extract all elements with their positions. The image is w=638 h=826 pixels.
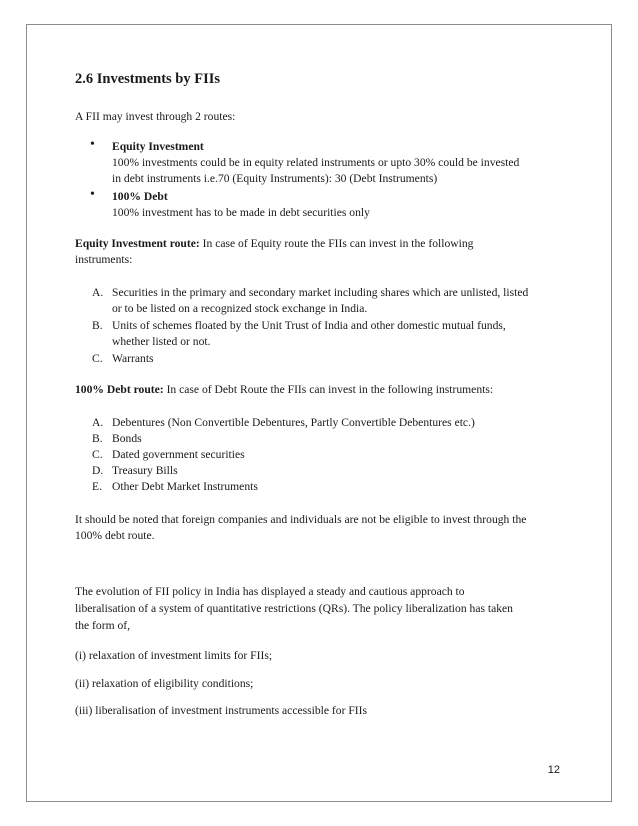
list-item: Units of schemes floated by the Unit Trust of India and other domestic mutual funds, [112, 319, 506, 332]
list-marker: C. [92, 352, 103, 365]
list-item: Securities in the primary and secondary market including shares which are unlisted, listed [112, 286, 529, 299]
debt-route-paragraph [75, 382, 493, 398]
equity-route-text: In case of Equity route the FIIs can invest in the following [199, 237, 474, 250]
list-item: Dated government securities [112, 448, 245, 461]
route-1-title: Equity Investment [112, 140, 204, 153]
evolution-text: The evolution of FII policy in India has displayed a steady and cautious approach to [75, 585, 465, 598]
evolution-text: liberalisation of a system of quantitative restrictions (QRs). The policy liberalization has taken [75, 602, 513, 615]
route-1-desc: 100% investments could be in equity related instruments or upto 30% could be invested [112, 156, 520, 169]
list-marker: E. [92, 480, 102, 493]
route-2-desc: 100% investment has to be made in debt securities only [112, 206, 370, 219]
note-text: It should be noted that foreign companies and individuals are not be eligible to invest through the [75, 513, 527, 526]
list-marker: A. [92, 286, 104, 299]
section-heading: 2.6 Investments by FIIs [75, 71, 221, 87]
bullet-icon: • [90, 137, 95, 152]
note-text: 100% debt route. [75, 529, 155, 542]
list-item: Warrants [112, 352, 154, 365]
equity-route-text: instruments: [75, 253, 133, 266]
list-item: Treasury Bills [112, 464, 178, 477]
debt-route-text: In case of Debt Route the FIIs can invest in the following instruments: [163, 383, 494, 396]
debt-route-label: 100% Debt route: [75, 383, 164, 396]
list-marker: D. [92, 464, 104, 477]
evolution-text: the form of, [75, 619, 131, 632]
list-item: Other Debt Market Instruments [112, 480, 258, 493]
equity-route-label: Equity Investment route: [75, 237, 200, 250]
list-marker: B. [92, 432, 103, 445]
list-item: whether listed or not. [112, 335, 211, 348]
policy-point: (iii) liberalisation of investment instruments accessible for FIIs [75, 704, 368, 717]
bullet-icon: • [90, 187, 95, 202]
route-1-desc: in debt instruments i.e.70 (Equity Instruments): 30 (Debt Instruments) [112, 172, 438, 185]
list-item: or to be listed on a recognized stock exchange in India. [112, 302, 368, 315]
list-marker: B. [92, 319, 103, 332]
intro-text: A FII may invest through 2 routes: [75, 110, 236, 123]
list-item: Bonds [112, 432, 142, 445]
list-marker: A. [92, 416, 104, 429]
list-item: Debentures (Non Convertible Debentures, Partly Convertible Debentures etc.) [112, 416, 475, 429]
route-2-title: 100% Debt [112, 190, 168, 203]
policy-point: (i) relaxation of investment limits for FIIs; [75, 649, 273, 662]
page-number: 12 [547, 764, 560, 776]
policy-point: (ii) relaxation of eligibility conditions; [75, 677, 254, 690]
equity-route-paragraph [75, 236, 473, 252]
list-marker: C. [92, 448, 103, 461]
